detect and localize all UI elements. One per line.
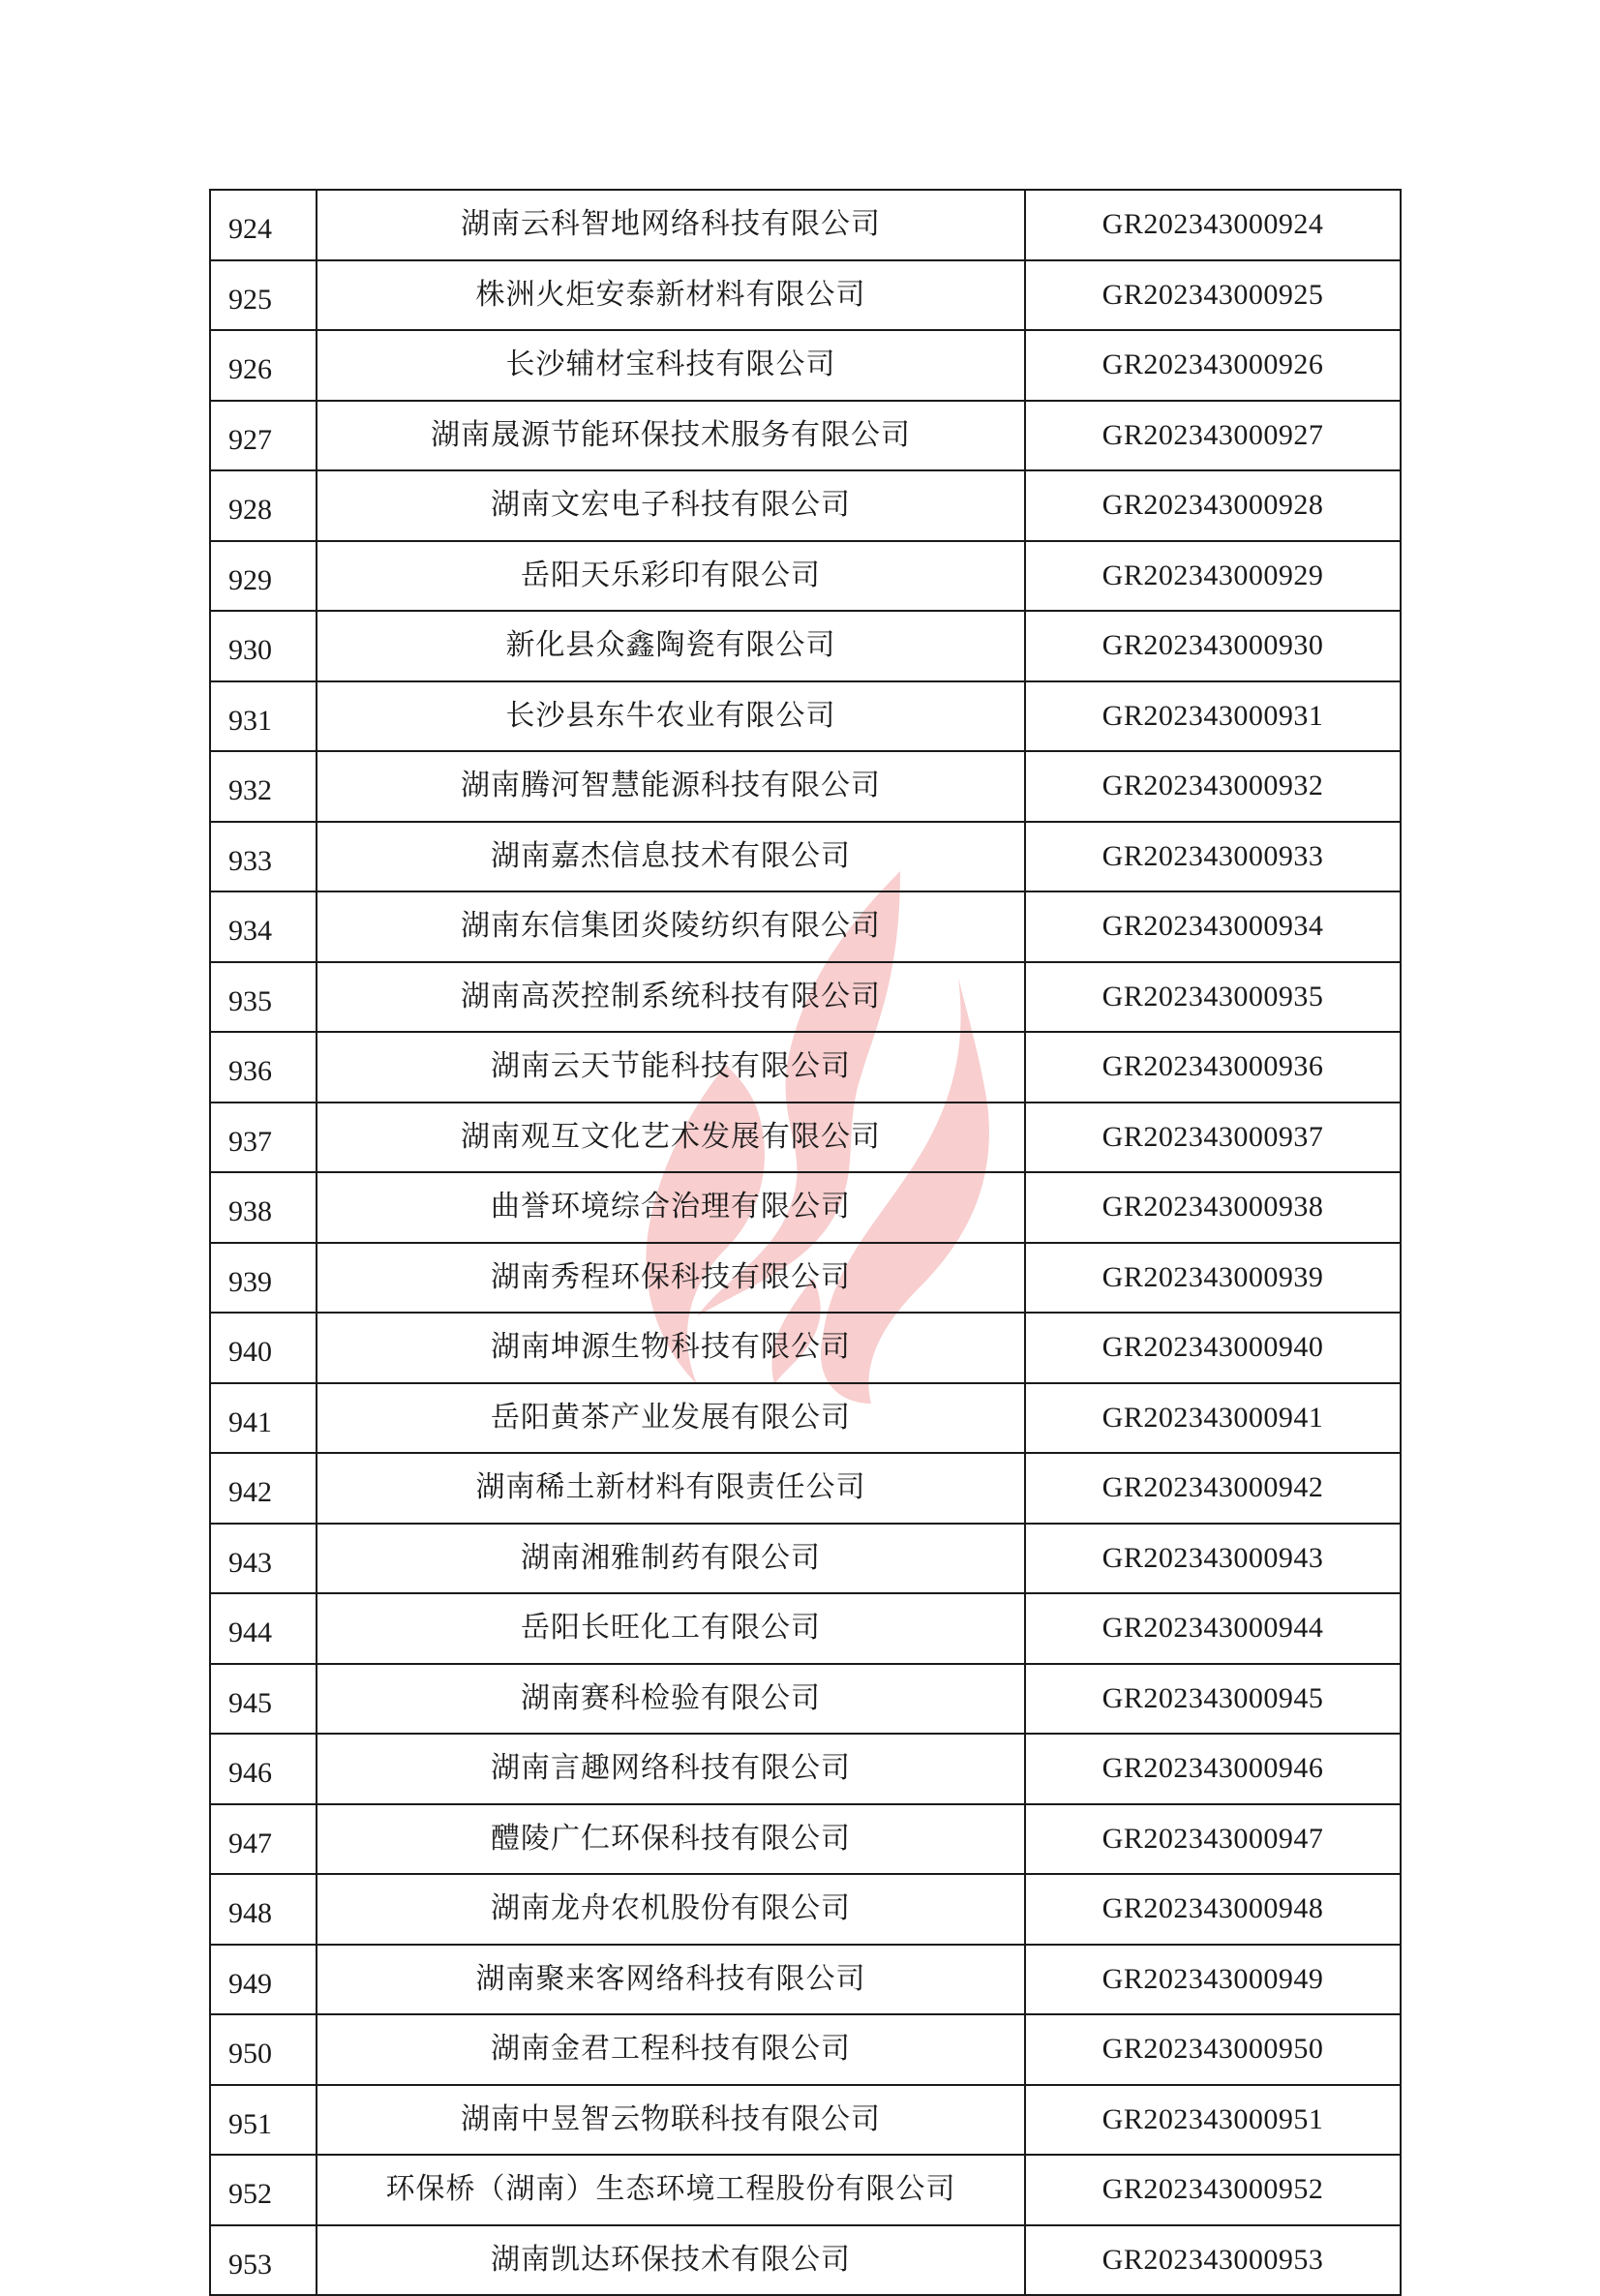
table-row [210,401,1401,471]
certificate-code: GR202343000947 [1025,1804,1401,1875]
company-name: 醴陵广仁环保科技有限公司 [317,1804,1025,1875]
certificate-code: GR202343000938 [1025,1172,1401,1243]
row-number: 926 [210,330,317,401]
certificate-code: GR202343000953 [1025,2225,1401,2296]
row-number: 940 [210,1313,317,1383]
company-name: 湖南嘉杰信息技术有限公司 [317,822,1025,892]
table-row [210,1804,1401,1875]
company-name: 湖南晟源节能环保技术服务有限公司 [317,401,1025,471]
certificate-code: GR202343000939 [1025,1243,1401,1314]
company-name: 湖南观互文化艺术发展有限公司 [317,1103,1025,1173]
row-number: 924 [210,190,317,260]
row-number: 931 [210,681,317,752]
table-row [210,822,1401,892]
company-name: 湖南文宏电子科技有限公司 [317,470,1025,541]
table-row [210,1664,1401,1735]
company-name: 长沙县东牛农业有限公司 [317,681,1025,752]
company-name: 湖南金君工程科技有限公司 [317,2014,1025,2085]
certificate-code: GR202343000929 [1025,541,1401,612]
table-row [210,2014,1401,2085]
table-row [210,1172,1401,1243]
row-number: 943 [210,1524,317,1594]
company-name: 湖南坤源生物科技有限公司 [317,1313,1025,1383]
table-row [210,1945,1401,2015]
row-number: 949 [210,1945,317,2015]
company-name: 湖南秀程环保科技有限公司 [317,1243,1025,1314]
certificate-code: GR202343000945 [1025,1664,1401,1735]
certificate-code: GR202343000924 [1025,190,1401,260]
table-row [210,330,1401,401]
row-number: 929 [210,541,317,612]
company-name: 新化县众鑫陶瓷有限公司 [317,611,1025,681]
row-number: 936 [210,1032,317,1103]
table-row [210,190,1401,260]
row-number: 950 [210,2014,317,2085]
row-number: 927 [210,401,317,471]
table-body [210,190,1401,2295]
table-row [210,1453,1401,1524]
row-number: 941 [210,1383,317,1454]
row-number: 939 [210,1243,317,1314]
certificate-code: GR202343000936 [1025,1032,1401,1103]
table-row [210,681,1401,752]
row-number: 953 [210,2225,317,2296]
row-number: 930 [210,611,317,681]
company-name: 湖南中昱智云物联科技有限公司 [317,2085,1025,2156]
row-number: 948 [210,1874,317,1945]
certificate-code: GR202343000933 [1025,822,1401,892]
company-name: 株洲火炬安泰新材料有限公司 [317,260,1025,331]
company-name: 湖南腾河智慧能源科技有限公司 [317,751,1025,822]
company-name: 岳阳天乐彩印有限公司 [317,541,1025,612]
company-name: 湖南言趣网络科技有限公司 [317,1734,1025,1804]
certificate-code: GR202343000940 [1025,1313,1401,1383]
certificate-code: GR202343000944 [1025,1593,1401,1664]
certificate-code: GR202343000925 [1025,260,1401,331]
row-number: 947 [210,1804,317,1875]
certificate-code: GR202343000937 [1025,1103,1401,1173]
row-number: 932 [210,751,317,822]
table-row [210,2085,1401,2156]
certificate-code: GR202343000927 [1025,401,1401,471]
certificate-code: GR202343000935 [1025,962,1401,1033]
certificate-code: GR202343000948 [1025,1874,1401,1945]
company-name: 湖南高茨控制系统科技有限公司 [317,962,1025,1033]
row-number: 933 [210,822,317,892]
row-number: 946 [210,1734,317,1804]
row-number: 937 [210,1103,317,1173]
company-name: 湖南聚来客网络科技有限公司 [317,1945,1025,2015]
company-name: 湖南东信集团炎陵纺织有限公司 [317,891,1025,962]
company-name: 湖南赛科检验有限公司 [317,1664,1025,1735]
table-row [210,2225,1401,2296]
company-name: 湖南凯达环保技术有限公司 [317,2225,1025,2296]
table-row [210,611,1401,681]
row-number: 952 [210,2155,317,2225]
certificate-code: GR202343000949 [1025,1945,1401,2015]
table-row [210,1032,1401,1103]
row-number: 945 [210,1664,317,1735]
table-row [210,1313,1401,1383]
company-name: 湖南云科智地网络科技有限公司 [317,190,1025,260]
company-name: 岳阳长旺化工有限公司 [317,1593,1025,1664]
row-number: 935 [210,962,317,1033]
row-number: 938 [210,1172,317,1243]
table-row [210,1524,1401,1594]
table-row [210,1243,1401,1314]
company-name: 曲誉环境综合治理有限公司 [317,1172,1025,1243]
company-name: 湖南湘雅制药有限公司 [317,1524,1025,1594]
certificate-code: GR202343000943 [1025,1524,1401,1594]
row-number: 951 [210,2085,317,2156]
certificate-code: GR202343000934 [1025,891,1401,962]
company-name: 湖南稀土新材料有限责任公司 [317,1453,1025,1524]
table-row [210,1383,1401,1454]
row-number: 925 [210,260,317,331]
table-row [210,1103,1401,1173]
row-number: 928 [210,470,317,541]
company-name: 湖南龙舟农机股份有限公司 [317,1874,1025,1945]
company-name: 长沙辅材宝科技有限公司 [317,330,1025,401]
table-row [210,541,1401,612]
certificate-code: GR202343000931 [1025,681,1401,752]
certificate-code: GR202343000946 [1025,1734,1401,1804]
table-row [210,891,1401,962]
table-row [210,260,1401,331]
certificate-code: GR202343000950 [1025,2014,1401,2085]
table-row [210,470,1401,541]
certificate-code: GR202343000951 [1025,2085,1401,2156]
certificate-code: GR202343000926 [1025,330,1401,401]
company-name: 环保桥（湖南）生态环境工程股份有限公司 [317,2155,1025,2225]
row-number: 934 [210,891,317,962]
company-name: 湖南云天节能科技有限公司 [317,1032,1025,1103]
row-number: 942 [210,1453,317,1524]
table-row [210,1593,1401,1664]
certificate-code: GR202343000952 [1025,2155,1401,2225]
table-row [210,1874,1401,1945]
row-number: 944 [210,1593,317,1664]
table-row [210,2155,1401,2225]
certificate-code: GR202343000932 [1025,751,1401,822]
table-row [210,962,1401,1033]
table-row [210,1734,1401,1804]
certificate-code: GR202343000928 [1025,470,1401,541]
company-name: 岳阳黄茶产业发展有限公司 [317,1383,1025,1454]
certificate-code: GR202343000930 [1025,611,1401,681]
certificate-table [209,189,1402,2296]
table-row [210,751,1401,822]
certificate-code: GR202343000942 [1025,1453,1401,1524]
certificate-code: GR202343000941 [1025,1383,1401,1454]
